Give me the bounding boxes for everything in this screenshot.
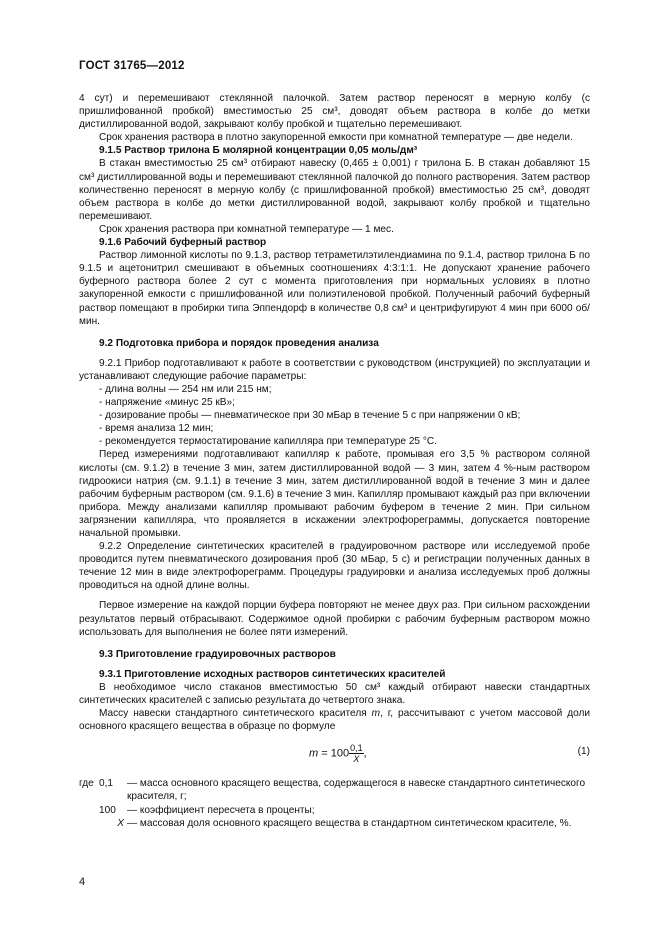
formula-fraction: $\frac{0,1}{X}$ bbox=[350, 743, 363, 765]
paragraph: Раствор лимонной кислоты по 9.1.3, раствор тетраметилэтилендиамина по 9.1.4, раствор трилона Б по 9.1.5 и ацетонитрил смешивают в объемных соотношениях 4:3:1:1. Не допускают хранение рабочего буферного раствора более 2 сут с момента приготовления при нормальных условиях в плотно закупоренной емкости с пришлифованной или полиэтиленовой пробкой. Полученный рабочий буферный раствор помещают в пробирки типа Эппендорф в количестве 0,8 см³ и центрифугируют 4 мин при 6000 об/мин. bbox=[79, 250, 590, 327]
list-item: - рекомендуется термостатирование капилляра при температуре 25 °С. bbox=[99, 436, 437, 448]
list-item: - дозирование пробы — пневматическое при 30 мБар в течение 5 с при напряжении 0 кВ; bbox=[99, 410, 521, 422]
list-item: - напряжение «минус 25 кВ»; bbox=[99, 397, 235, 409]
paragraph: 9.2.2 Определение синтетических красителей в градуировочном растворе или исследуемой пробе проводится путем пневматического дозирования проб (30 мБар, 5 с) и регистрации полученных данных в течение 12 мин в виде электрофореграмм. Процедуры градуировки и анализа исследуемых проб должны проводиться на одной длине волны. bbox=[79, 541, 590, 592]
section-heading-9-3-1: 9.3.1 Приготовление исходных растворов синтетических красителей bbox=[99, 668, 446, 680]
section-heading-9-1-5: 9.1.5 Раствор трилона Б молярной концентрации 0,05 моль/дм³ bbox=[99, 145, 418, 157]
formula-legend bbox=[79, 777, 590, 829]
document-body bbox=[79, 92, 590, 830]
section-heading-9-3: 9.3 Приготовление градуировочных растворов bbox=[99, 648, 336, 660]
paragraph: Срок хранения раствора при комнатной температуре — 1 мес. bbox=[99, 223, 394, 235]
legend-symbol: 100 bbox=[99, 804, 116, 816]
legend-lead: где bbox=[79, 778, 94, 790]
section-heading-9-1-6: 9.1.6 Рабочий буферный раствор bbox=[99, 237, 267, 249]
page-number: 4 bbox=[79, 876, 86, 888]
document-header: ГОСТ 31765—2012 bbox=[79, 60, 185, 72]
paragraph: 9.2.1 Прибор подготавливают к работе в соответствии с руководством (инструкцией) по эксплуатации и устанавливают следующие рабочие параметры: bbox=[79, 357, 590, 382]
section-heading-9-2: 9.2 Подготовка прибора и порядок проведения анализа bbox=[99, 337, 379, 349]
legend-text: — масса основного красящего вещества, содержащегося в навеске стандартного синтетического красителя, г; bbox=[127, 778, 586, 803]
paragraph: Массу навески стандартного синтетического красителя m, г, рассчитывают с учетом массовой доли основного красящего вещества в образце по формуле bbox=[79, 708, 591, 733]
paragraph: Первое измерение на каждой порции буфера повторяют не менее двух раз. При сильном расхождении результатов первый отбрасывают. Содержимое одной пробирки с рабочим буферным раствором можно использовать для выполнения не более пяти измерений. bbox=[79, 600, 590, 638]
list-item: - длина волны — 254 нм или 215 нм; bbox=[99, 383, 272, 395]
formula-expression: m = 100 $\frac{0,1}{X}$ , bbox=[309, 743, 367, 765]
legend-text: — коэффициент пересчета в проценты; bbox=[127, 804, 315, 816]
list-item: - время анализа 12 мин; bbox=[99, 423, 214, 435]
legend-text: — массовая доля основного красящего вещества в стандартном синтетическом красителе, %. bbox=[127, 817, 572, 829]
formula-number: (1) bbox=[577, 746, 590, 758]
paragraph: Перед измерениями подготавливают капилляр к работе, промывая его 3,5 % раствором соляной кислоты (см. 9.1.2) в течение 3 мин, затем дистиллированной водой — 3 мин, затем 4 %-ным раствором гидроокиси натрия (см. 9.1.1) в течение 3 мин, затем дистиллированной водой в течение 3 мин и далее рабочим буферным раствором (см. 9.1.6) в течение 3 мин. Капилляр промывают каждый раз при включении прибора. Между анализами капилляр промывают рабочим буфером в течение 2 мин. При сильном загрязнении капилляра, что проявляется в искажении электрофореграммы, допускается повторение начальной промывки. bbox=[79, 449, 590, 539]
paragraph: Срок хранения раствора в плотно закупоренной емкости при комнатной температуре — две недели. bbox=[99, 132, 573, 144]
paragraph: В необходимое число стаканов вместимостью 50 см³ каждый отбирают навески стандартных синтетических красителей с записью результата до четвертого знака. bbox=[79, 681, 590, 707]
parameter-list bbox=[79, 383, 590, 448]
paragraph: В стакан вместимостью 25 см³ отбирают навеску (0,465 ± 0,001) г трилона Б. В стакан добавляют 15 см³ дистиллированной воды и перемешивают стеклянной палочкой до полного растворения. Затем раствор количественно переносят в мерную колбу (с пришлифованной пробкой) вместимостью 25 см³, доводят объем раствора в колбе до метки дистиллированной водой, закрывают колбу пробкой и тщательно перемешивают. bbox=[79, 158, 590, 222]
legend-symbol: X bbox=[117, 817, 124, 829]
paragraph: 4 сут) и перемешивают стеклянной палочкой. Затем раствор переносят в мерную колбу (с пришлифованной пробкой) вместимостью 25 см³, доводят объем раствора в колбе до метки дистиллированной водой, закрывают колбу пробкой и тщательно перемешивают. bbox=[79, 93, 590, 131]
formula-1 bbox=[79, 737, 590, 777]
legend-symbol: 0,1 bbox=[99, 778, 114, 790]
